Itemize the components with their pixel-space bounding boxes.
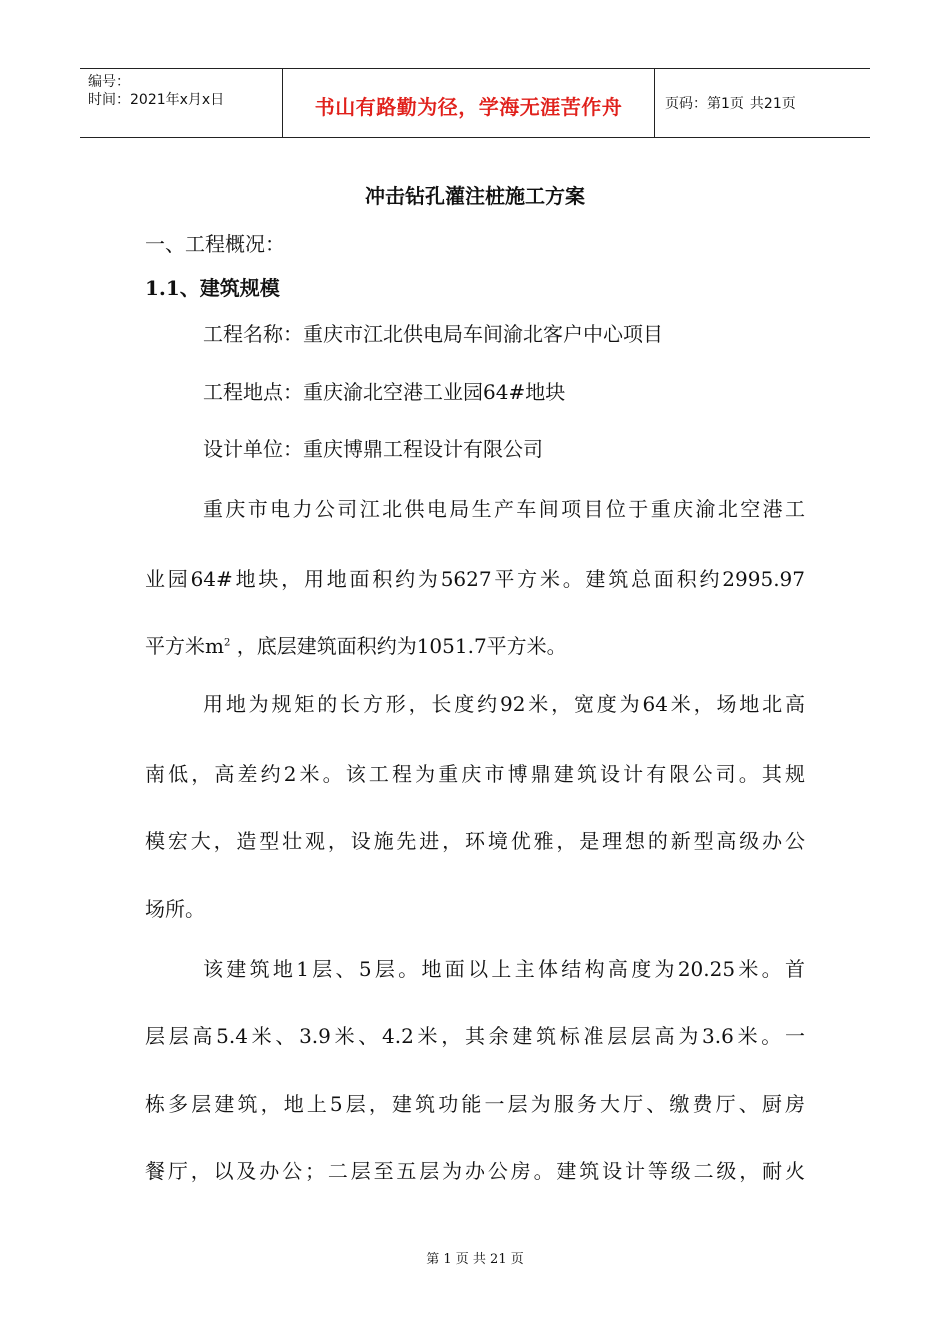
paragraph-line: 用地为规矩的长方形，长度约92米，宽度为64米，场地北高	[203, 692, 805, 716]
document-time-label: 时间：2021年x月x日	[88, 92, 225, 108]
paragraph-line: 层层高5.4米、3.9米、4.2米，其余建筑标准层层高为3.6米。一	[145, 1024, 805, 1048]
document-number-label: 编号：	[88, 74, 130, 90]
paragraph-line: 南低，高差约2米。该工程为重庆市博鼎建筑设计有限公司。其规	[145, 762, 805, 786]
area-value: 平方米m	[145, 634, 224, 658]
header-motto-cell	[282, 69, 655, 137]
paragraph-line: 模宏大，造型壮观，设施先进，环境优雅，是理想的新型高级办公	[145, 829, 805, 853]
page-footer: 第 1 页 共 21 页	[426, 1252, 524, 1267]
project-location: 工程地点：重庆渝北空港工业园64#地块	[203, 380, 566, 404]
page-header	[80, 68, 870, 138]
paragraph-line: 餐厅，以及办公；二层至五层为办公房。建筑设计等级二级，耐火	[145, 1159, 805, 1183]
area-text: ，底层建筑面积约为1051.7平方米。	[236, 634, 567, 658]
header-meta	[80, 69, 282, 137]
paragraph-line: 场所。	[145, 897, 205, 921]
paragraph-line: 栋多层建筑，地上5层，建筑功能一层为服务大厅、缴费厅、厨房	[145, 1092, 805, 1116]
subsection-heading: 1.1、建筑规模	[145, 276, 280, 300]
paragraph-line: 重庆市电力公司江北供电局生产车间项目位于重庆渝北空港工	[203, 497, 805, 521]
paragraph-line	[145, 630, 805, 659]
document-title: 冲击钻孔灌注桩施工方案	[365, 184, 585, 208]
section-heading: 一、工程概况：	[145, 232, 285, 256]
project-designer: 设计单位：重庆博鼎工程设计有限公司	[203, 437, 543, 461]
paragraph-line: 业园64#地块，用地面积约为5627平方米。建筑总面积约2995.97	[145, 567, 805, 591]
area-unit-superscript: 2	[223, 637, 231, 649]
header-motto: 书山有路勤为径，学海无涯苦作舟	[314, 94, 623, 119]
header-page-number: 页码：第1页	[665, 96, 744, 112]
paragraph-line: 该建筑地1层、5层。地面以上主体结构高度为20.25米。首	[203, 957, 805, 981]
header-page-total: 共21页	[749, 96, 796, 112]
project-name: 工程名称：重庆市江北供电局车间渝北客户中心项目	[203, 322, 663, 346]
header-page-info	[655, 69, 870, 137]
